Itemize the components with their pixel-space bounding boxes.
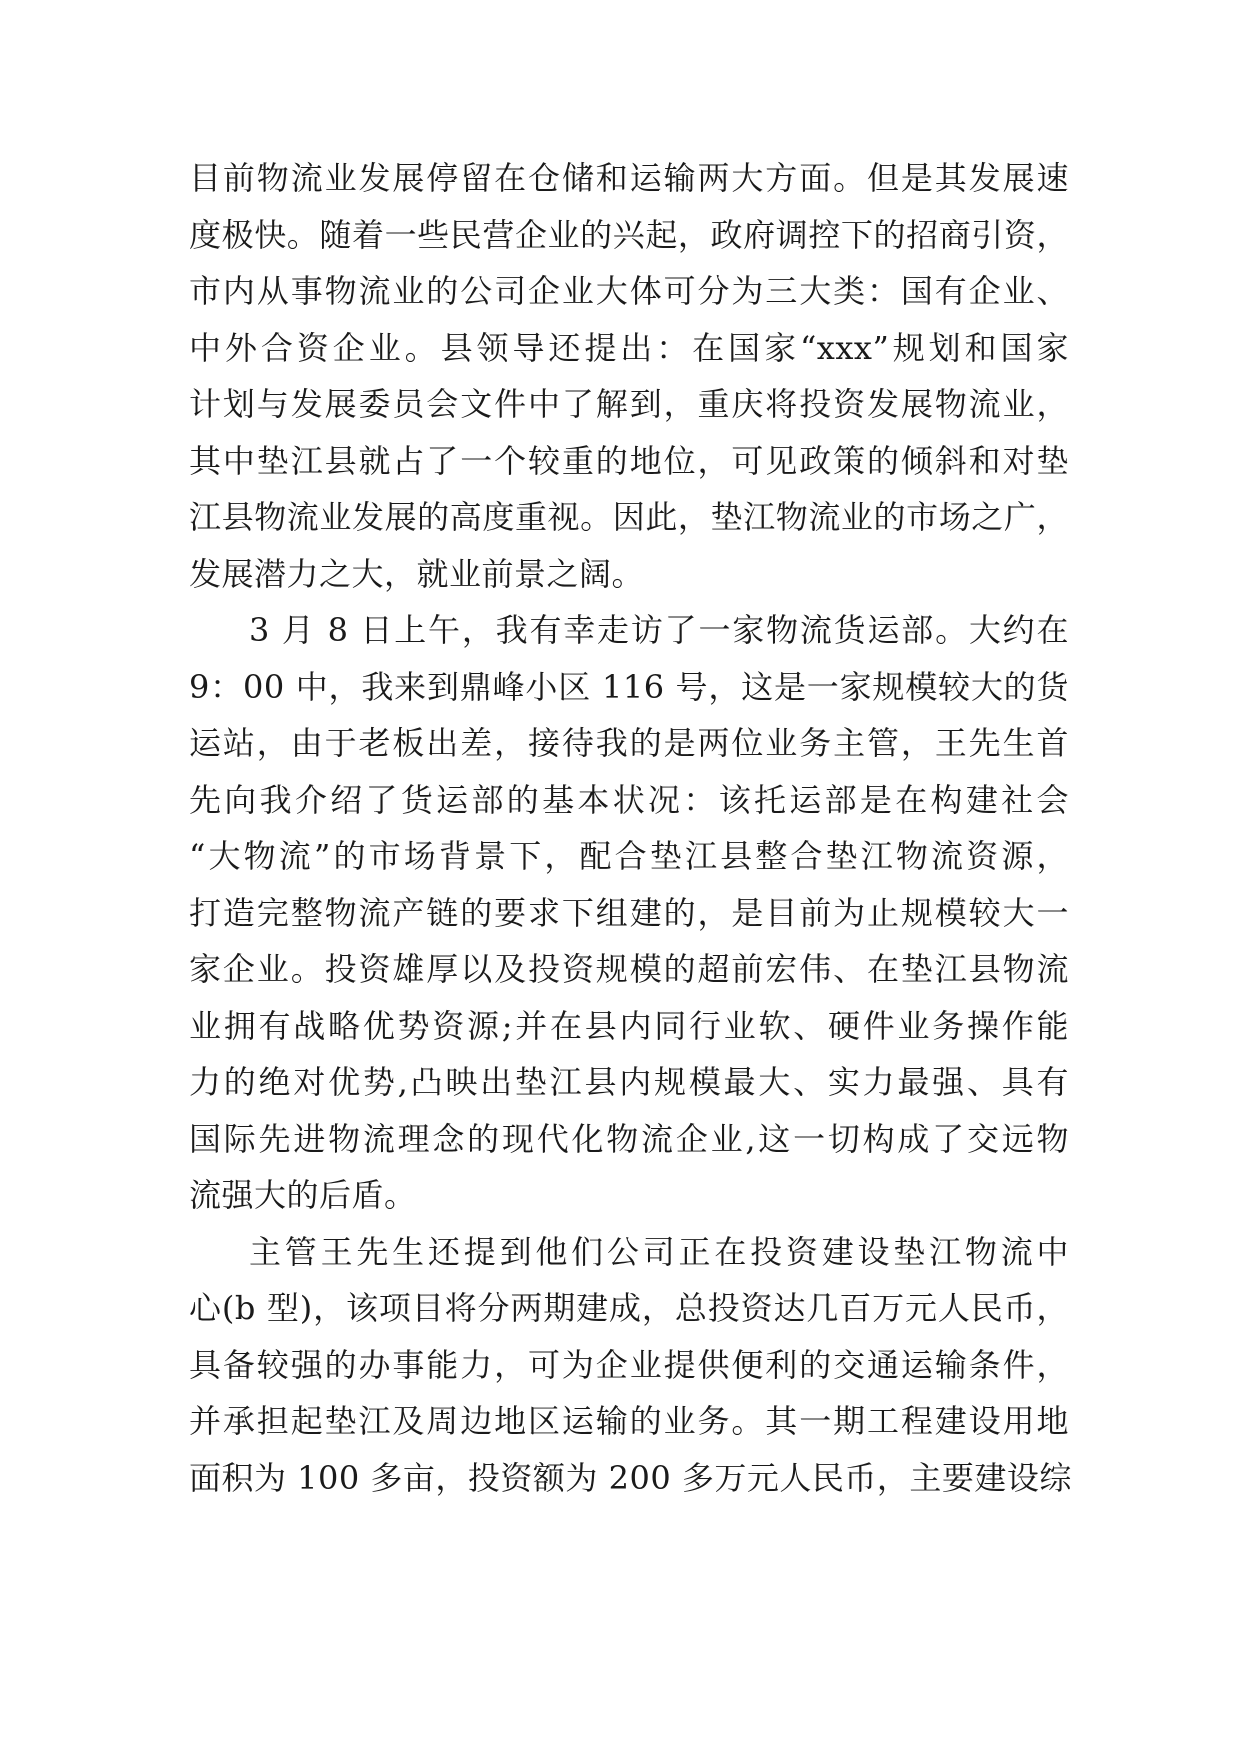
document-body bbox=[189, 150, 1072, 1506]
text-line: 江县物流业发展的高度重视。因此，垫江物流业的市场之广， bbox=[189, 498, 1069, 536]
text-line: 心(b 型)，该项目将分两期建成，总投资达几百万元人民币， bbox=[189, 1289, 1069, 1327]
text-line: 主管王先生还提到他们公司正在投资建设垫江物流中 bbox=[249, 1232, 1069, 1271]
text-line: 中外合资企业。县领导还提出：在国家“xxx”规划和国家 bbox=[189, 328, 1069, 367]
text-line: 力的绝对优势,凸映出垫江县内规模最大、实力最强、具有 bbox=[189, 1063, 1069, 1101]
text-line: 市内从事物流业的公司企业大体可分为三大类：国有企业、 bbox=[189, 272, 1069, 310]
text-line: 先向我介绍了货运部的基本状况：该托运部是在构建社会 bbox=[189, 780, 1069, 819]
text-line: 3 月 8 日上午，我有幸走访了一家物流货运部。大约在 bbox=[249, 611, 1069, 649]
text-line: 目前物流业发展停留在仓储和运输两大方面。但是其发展速 bbox=[189, 159, 1069, 197]
text-line: 其中垫江县就占了一个较重的地位，可见政策的倾斜和对垫 bbox=[189, 441, 1069, 480]
text-line: 运站，由于老板出差，接待我的是两位业务主管，王先生首 bbox=[189, 724, 1069, 762]
text-line: 家企业。投资雄厚以及投资规模的超前宏伟、在垫江县物流 bbox=[189, 950, 1069, 988]
text-line: 国际先进物流理念的现代化物流企业,这一切构成了交远物 bbox=[189, 1119, 1069, 1158]
text-line: 计划与发展委员会文件中了解到，重庆将投资发展物流业， bbox=[189, 385, 1069, 423]
text-line: 面积为 100 多亩，投资额为 200 多万元人民币，主要建设综 bbox=[189, 1458, 1072, 1497]
text-line: 度极快。随着一些民营企业的兴起，政府调控下的招商引资， bbox=[189, 215, 1069, 254]
text-line: 具备较强的办事能力，可为企业提供便利的交通运输条件， bbox=[189, 1345, 1069, 1384]
text-line: 9：00 中，我来到鼎峰小区 116 号，这是一家规模较大的货 bbox=[189, 667, 1069, 706]
text-line: 业拥有战略优势资源;并在县内同行业软、硬件业务操作能 bbox=[189, 1006, 1069, 1045]
text-line: 并承担起垫江及周边地区运输的业务。其一期工程建设用地 bbox=[189, 1402, 1069, 1440]
text-line: 打造完整物流产链的要求下组建的，是目前为止规模较大一 bbox=[189, 893, 1069, 932]
text-line: 发展潜力之大，就业前景之阔。 bbox=[189, 554, 645, 593]
text-line: “大物流”的市场背景下，配合垫江县整合垫江物流资源， bbox=[189, 837, 1069, 875]
text-line: 流强大的后盾。 bbox=[189, 1176, 417, 1214]
